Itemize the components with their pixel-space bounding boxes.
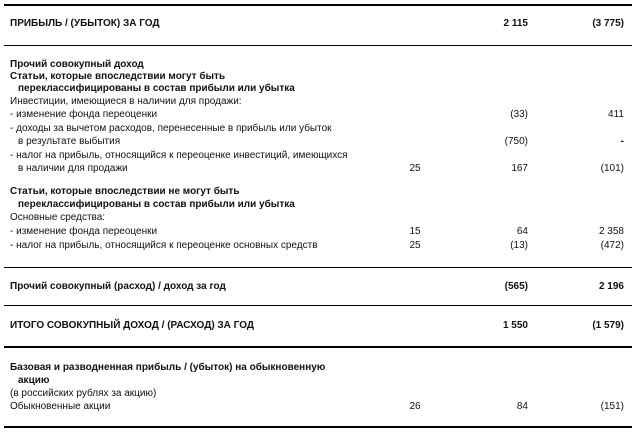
- reval-year1: (33): [510, 109, 528, 120]
- fixed-reval-note: 15: [409, 226, 421, 237]
- fixed-title: Основные средства:: [10, 212, 106, 223]
- tax-afs-year1: 167: [511, 163, 528, 174]
- transfer-label: - доходы за вычетом расходов, перенесенные в прибыль или убыток: [10, 123, 332, 134]
- transfer-label-cont: в результате выбытия: [18, 136, 121, 147]
- fixed-reval-year1: 64: [516, 226, 528, 237]
- bottom-rule: [4, 426, 632, 428]
- tax-afs-year2: (101): [600, 163, 624, 174]
- noreclass-title: Статьи, которые впоследствии не могут быть: [10, 186, 240, 197]
- tax-afs-label: - налог на прибыль, относящийся к переоценке инвестиций, имеющихся: [10, 150, 348, 161]
- ordinary-year2: (151): [600, 401, 624, 412]
- fixed-tax-label: - налог на прибыль, относящийся к переоценке основных средств: [10, 240, 318, 251]
- fixed-tax-note: 25: [409, 240, 421, 251]
- profit-value-year1: 2 115: [503, 18, 528, 29]
- ordinary-year1: 84: [516, 401, 528, 412]
- oci-total-year2: 2 196: [598, 281, 624, 292]
- reclass-title-cont: переклассифицированы в состав прибыли или убытка: [18, 83, 295, 94]
- noreclass-title-cont: переклассифицированы в состав прибыли или убытка: [18, 199, 295, 210]
- oci-total-label: Прочий совокупный (расход) / доход за год: [10, 281, 226, 292]
- fixed-reval-label: - изменение фонда переоценки: [10, 226, 158, 237]
- ordinary-note: 26: [409, 401, 421, 412]
- divider: [4, 305, 632, 306]
- eps-title-cont: акцию: [18, 375, 50, 386]
- tax-afs-note: 25: [409, 163, 421, 174]
- total-year1: 1 550: [502, 320, 528, 331]
- transfer-year2: -: [620, 136, 624, 147]
- profit-value-year2: (3 775): [592, 18, 624, 29]
- total-year2: (1 579): [592, 320, 624, 331]
- ordinary-label: Обыкновенные акции: [10, 401, 111, 412]
- oci-title: Прочий совокупный доход: [10, 59, 144, 70]
- fixed-tax-year2: (472): [600, 240, 624, 251]
- double-rule-top: [4, 346, 632, 348]
- reval-year2: 411: [608, 109, 624, 120]
- fixed-tax-year1: (13): [510, 240, 528, 251]
- afs-title: Инвестиции, имеющиеся в наличии для продажи:: [10, 96, 242, 107]
- reval-label: - изменение фонда переоценки: [10, 109, 158, 120]
- divider: [4, 45, 632, 46]
- total-label: ИТОГО СОВОКУПНЫЙ ДОХОД / (РАСХОД) ЗА ГОД: [10, 320, 254, 331]
- fixed-reval-year2: 2 358: [598, 226, 624, 237]
- oci-total-year1: (565): [504, 281, 528, 292]
- top-rule: [4, 4, 632, 6]
- transfer-year1: (750): [504, 136, 528, 147]
- eps-subtitle: (в российских рублях за акцию): [10, 388, 157, 399]
- divider: [4, 267, 632, 268]
- eps-title: Базовая и разводненная прибыль / (убыток) на обыкновенную: [10, 362, 326, 373]
- reclass-title: Статьи, которые впоследствии могут быть: [10, 71, 226, 82]
- tax-afs-label-cont: в наличии для продажи: [18, 163, 128, 174]
- profit-label: ПРИБЫЛЬ / (УБЫТОК) ЗА ГОД: [10, 18, 160, 29]
